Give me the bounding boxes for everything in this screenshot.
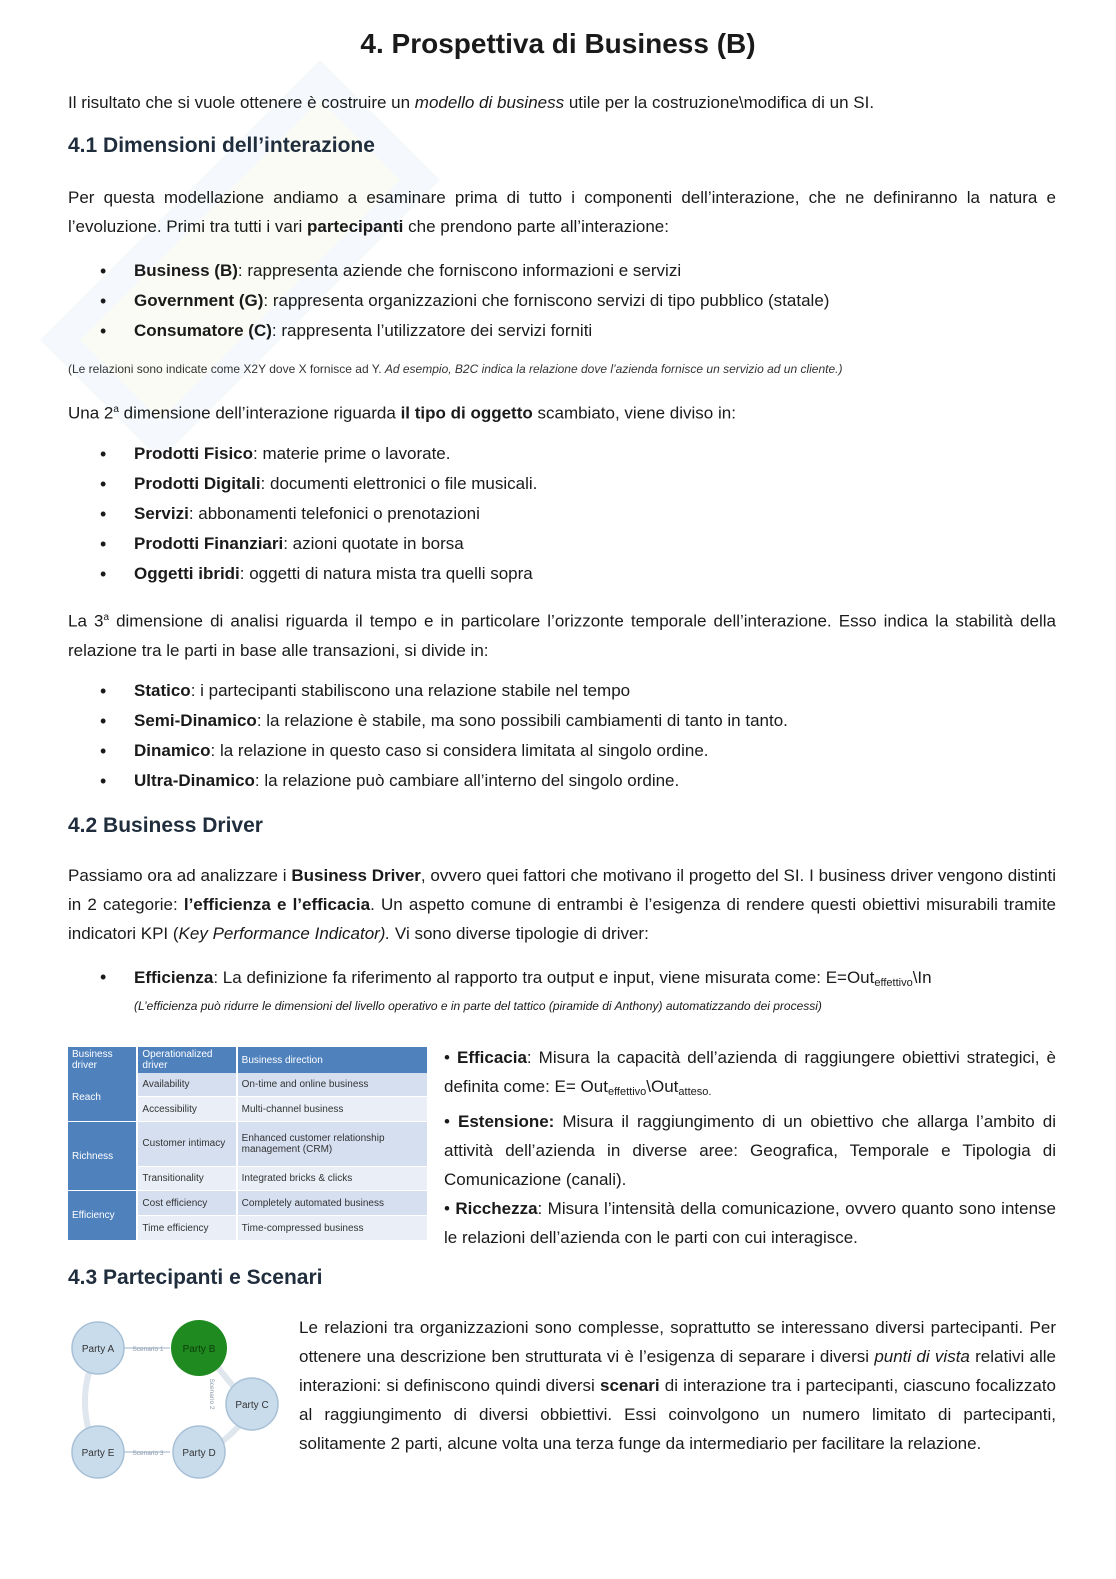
section-4-2-heading: 4.2 Business Driver (68, 814, 263, 837)
section-4-1-paragraph-2: Una 2$^a$ dimensione dell’interazione riguarda il tipo di oggetto scambiato, viene diviso in: (68, 403, 736, 423)
list-item: • Prodotti Finanziari: azioni quotate in borsa (100, 529, 1060, 559)
table-row: Efficiency Cost efficiency Completely automated business (68, 1191, 428, 1216)
party-c-label: Party C (235, 1400, 269, 1411)
party-e-label: Party E (81, 1448, 115, 1459)
scenario-2-label: Scenario 2 (208, 1378, 215, 1410)
object-types-list (100, 439, 1060, 589)
estensione-item: • Estensione: Misura il raggiungimento di un obiettivo che allarga l’ambito di attività dell’azienda in diverse aree: Geografica, Temporale e Tipologia di Comunicazione (canali). (444, 1112, 1056, 1189)
section-4-1-paragraph-3: La 3$^a$ dimensione di analisi riguarda il tempo e in particolare l’orizzonte temporale dell’interazione. Esso indica la stabilità della relazione tra le parti in base alle transazioni, si divide in: (68, 611, 1056, 660)
intro-paragraph: Il risultato che si vuole ottenere è costruire un modello di business utile per la costruzione\modifica di un SI. (68, 93, 875, 112)
table-row: Richness Customer intimacy Enhanced customer relationship management (CRM) (68, 1122, 428, 1166)
section-4-3-paragraph: Le relazioni tra organizzazioni sono complesse, soprattutto se interessano diversi partecipanti. Per ottenere una descrizione ben strutturata vi è l’esigenza di separare i diversi punti di vista relativi alle interazioni: si definiscono quindi diversi scenari di interazione tra i partecipanti, ciascuno focalizzato al raggiungimento di diversi obbiettivi. Essi coinvolgono un numero limitato di partecipanti, solitamente 2 parti, alcune volta una terza funge da intermediario per facilitare la relazione. (299, 1318, 1056, 1453)
table-row: Time efficiency Time-compressed business (68, 1216, 428, 1241)
table-header: Operationalized driver (137, 1047, 236, 1073)
list-item: • Business (B): rappresenta aziende che forniscono informazioni e servizi (100, 256, 1060, 286)
list-item: • Prodotti Fisico: materie prime o lavorate. (100, 439, 1060, 469)
list-item: • Government (G): rappresenta organizzazioni che forniscono servizi di tipo pubblico (statale) (100, 286, 1060, 316)
list-item: • Servizi: abbonamenti telefonici o prenotazioni (100, 499, 1060, 529)
section-4-3-heading: 4.3 Partecipanti e Scenari (68, 1266, 323, 1289)
section-4-1-paragraph-1: Per questa modellazione andiamo a esaminare prima di tutto i componenti dell’interazione, che ne definiranno la natura e l’evoluzione. Primi tra tutti i vari partecipanti che prendono parte all’interazione: (68, 188, 1056, 236)
list-item: • Consumatore (C): rappresenta l’utilizzatore dei servizi forniti (100, 316, 1060, 346)
table-header: Business driver (68, 1047, 137, 1073)
ricchezza-item: • Ricchezza: Misura l’intensità della comunicazione, ovvero quanto sono intense le relazioni dell’azienda con le parti con cui interagisce. (444, 1199, 1056, 1247)
list-item: • Ultra-Dinamico: la relazione può cambiare all’interno del singolo ordine. (100, 766, 1060, 796)
business-driver-table (68, 1047, 429, 1241)
table-row: Transitionality Integrated bricks & clicks (68, 1166, 428, 1191)
efficacia-item: • Efficacia: Misura la capacità dell’azienda di raggiungere obiettivi strategici, è definita come: E= Out$_{effettivo}$\Out$_{atteso.}$ (444, 1048, 1056, 1098)
party-a-label: Party A (81, 1344, 115, 1355)
section-4-1-heading: 4.1 Dimensioni dell’interazione (68, 134, 375, 157)
scenario-3-label: Scenario 3 (132, 1450, 164, 1457)
list-item: • Prodotti Digitali: documenti elettronici o file musicali. (100, 469, 1060, 499)
scenarios-diagram (60, 1316, 290, 1481)
page-title: 4. Prospettiva di Business (B) (360, 28, 756, 59)
list-item: • Efficienza: La definizione fa riferimento al rapporto tra output e input, viene misurata come: E=Out$_{effettivo}$\In (L’efficienza può ridurre le dimensioni del livello operativo e in parte del tattico (piramide di Anthony) automatizzando dei processi) (100, 963, 1060, 1014)
list-item: • Dinamico: la relazione in questo caso si considera limitata al singolo ordine. (100, 736, 1060, 766)
table-header: Business direction (237, 1047, 428, 1073)
relations-note: (Le relazioni sono indicate come X2Y dove X fornisce ad Y. Ad esempio, B2C indica la relazione dove l’azienda fornisce un servizio ad un cliente.) (68, 362, 843, 376)
scenario-1-label: Scenario 1 (132, 1346, 164, 1353)
list-item: • Semi-Dinamico: la relazione è stabile, ma sono possibili cambiamenti di tanto in tanto. (100, 706, 1060, 736)
table-row: Accessibility Multi-channel business (68, 1097, 428, 1122)
driver-definitions (444, 1043, 1056, 1252)
table-row: Reach Availability On-time and online business (68, 1073, 428, 1097)
efficiency-list (100, 963, 1060, 1014)
participants-list (100, 256, 1060, 346)
list-item: • Oggetti ibridi: oggetti di natura mista tra quelli sopra (100, 559, 1060, 589)
party-b-label: Party B (182, 1344, 216, 1355)
party-d-label: Party D (182, 1448, 216, 1459)
time-dimension-list (100, 676, 1060, 796)
list-item: • Statico: i partecipanti stabiliscono una relazione stabile nel tempo (100, 676, 1060, 706)
section-4-2-paragraph: Passiamo ora ad analizzare i Business Driver, ovvero quei fattori che motivano il progetto del SI. I business driver vengono distinti in 2 categorie: l’efficienza e l’efficacia. Un aspetto comune di entrambi è l’esigenza di rendere questi obiettivi misurabili tramite indicatori KPI (Key Performance Indicator). Vi sono diverse tipologie di driver: (68, 866, 1056, 943)
